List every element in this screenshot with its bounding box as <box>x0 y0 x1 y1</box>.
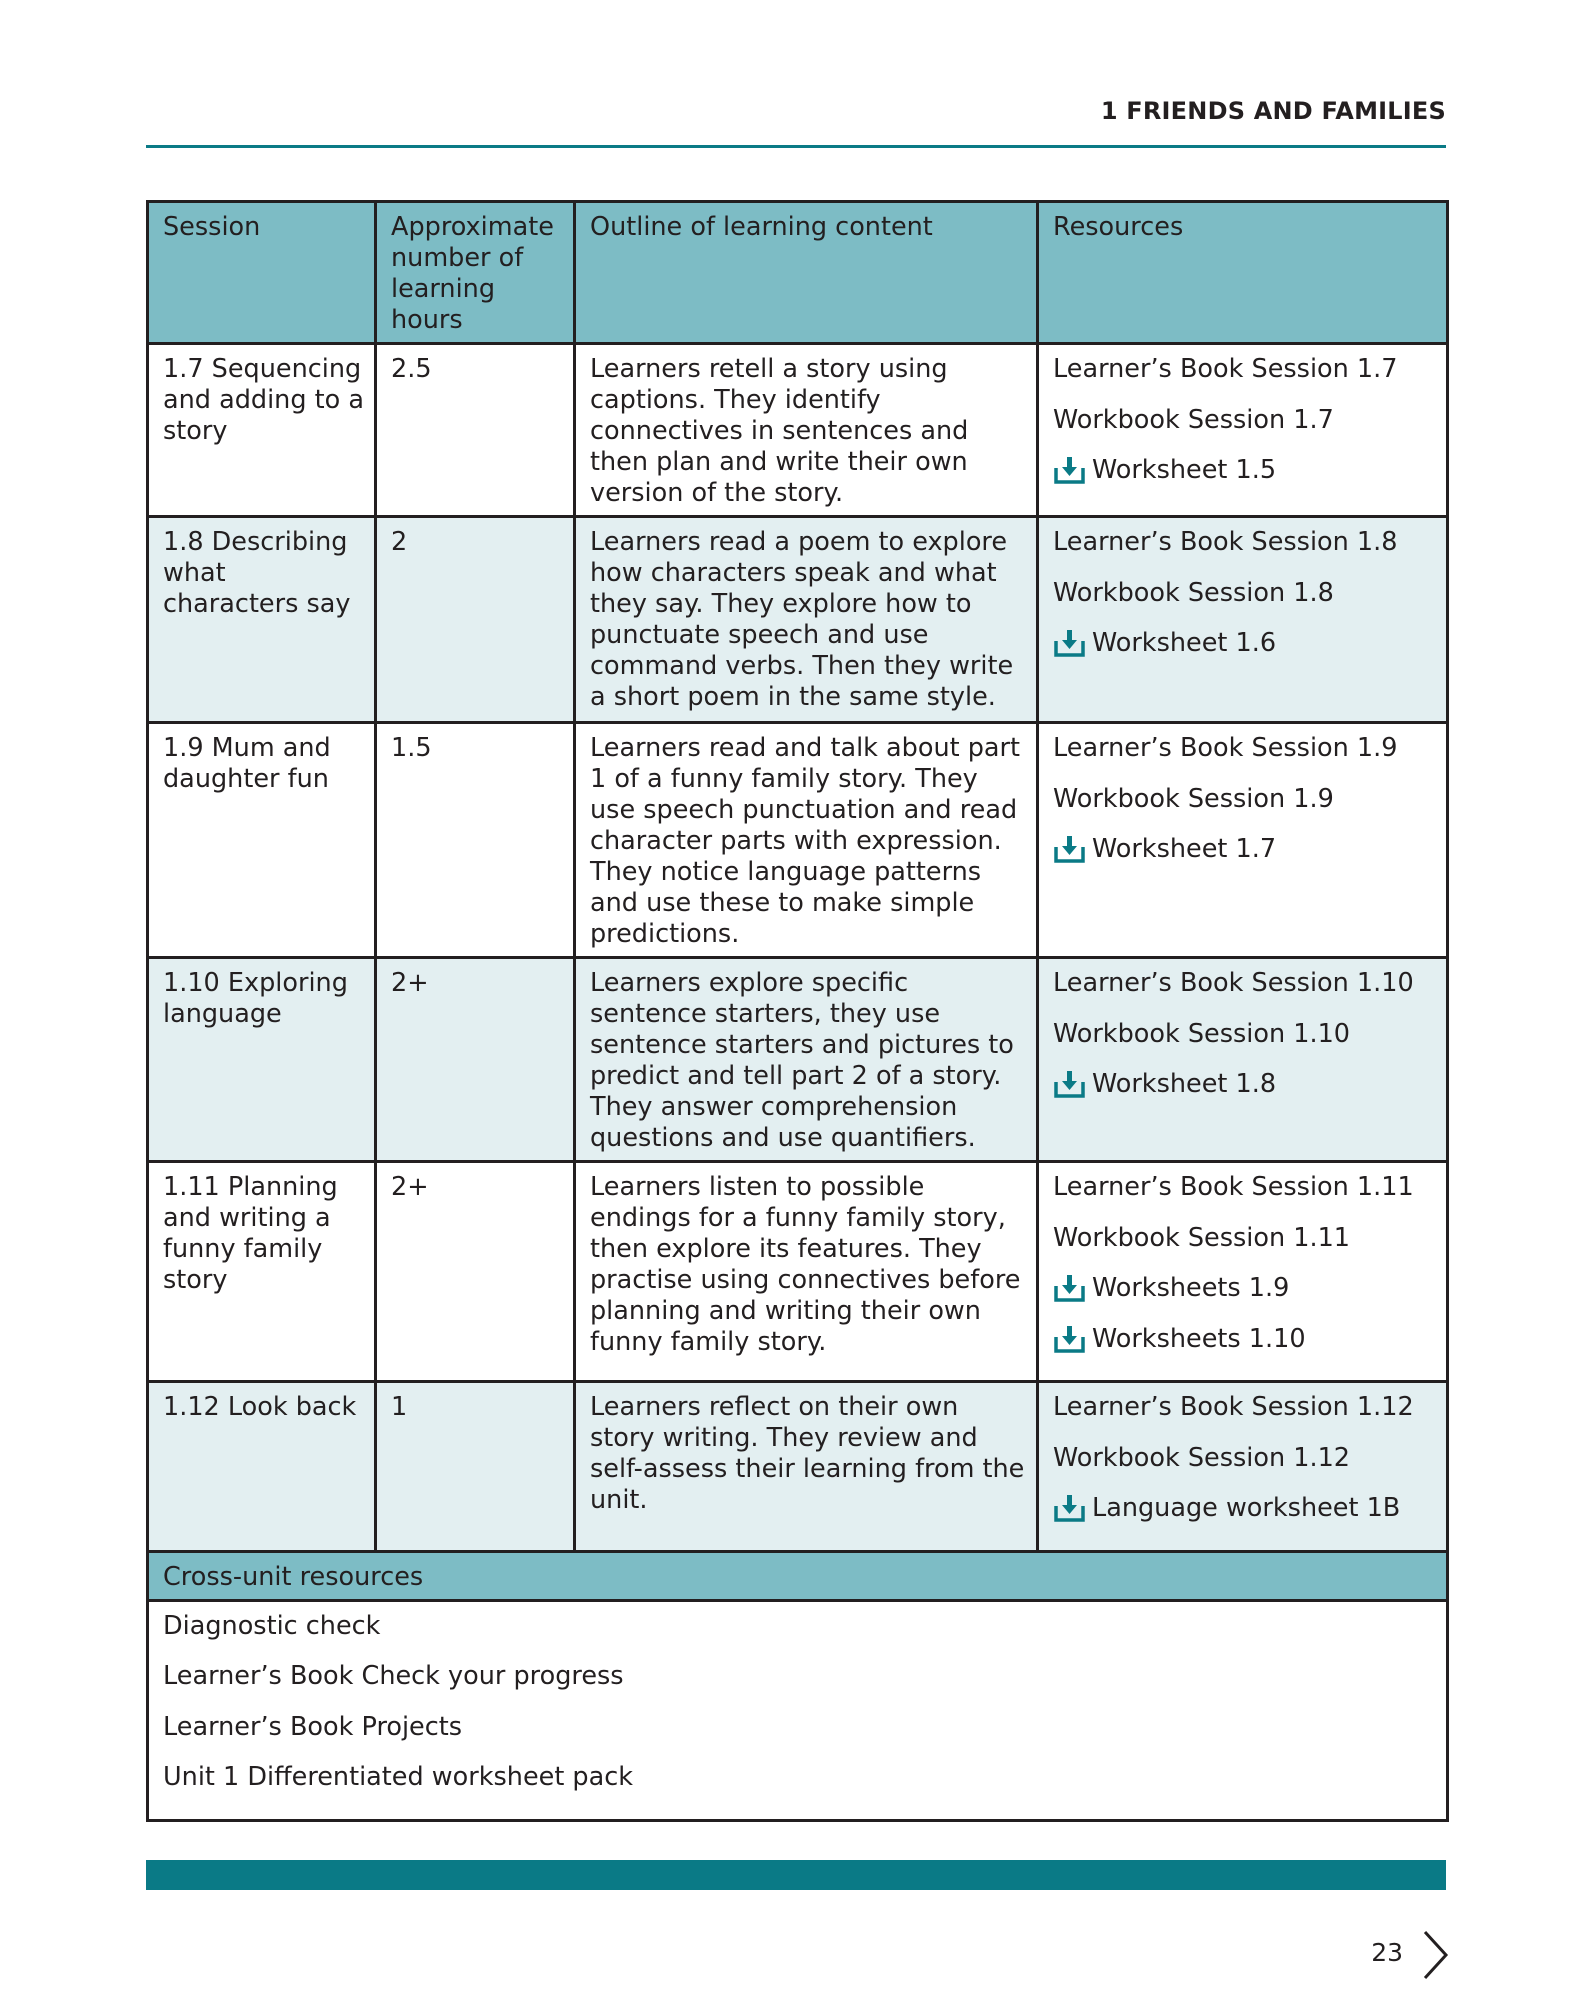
cross-unit-header-row <box>148 1551 1448 1600</box>
resource-label: Learner’s Book Session 1.10 <box>1053 968 1414 998</box>
resource-label: Workbook Session 1.9 <box>1053 783 1334 814</box>
resource-label: Worksheet 1.6 <box>1092 628 1277 658</box>
table-row <box>148 344 1448 517</box>
resource-item <box>1053 784 1436 835</box>
resource-item <box>1053 1443 1436 1494</box>
cross-unit-item: Diagnostic check <box>163 1610 381 1641</box>
resource-download-link[interactable] <box>1053 455 1436 506</box>
resources-cell <box>1038 344 1448 517</box>
hours-cell: 2+ <box>376 958 575 1162</box>
column-header-hours: Approximate number of learning hours <box>376 202 575 344</box>
hours-cell: 2+ <box>376 1162 575 1382</box>
download-icon[interactable] <box>1053 834 1086 864</box>
resource-label: Learner’s Book Session 1.7 <box>1053 354 1398 384</box>
table-row <box>148 517 1448 723</box>
page-number: 23 <box>1371 1938 1403 1967</box>
resource-download-link[interactable] <box>1053 1069 1436 1120</box>
resources-cell <box>1038 1382 1448 1552</box>
cross-unit-list-row <box>148 1600 1448 1820</box>
table-row <box>148 1382 1448 1552</box>
resource-item <box>1053 1392 1436 1443</box>
chevron-right-icon[interactable] <box>1420 1929 1450 1981</box>
session-cell: 1.8 Describing what characters say <box>148 517 376 723</box>
column-header-outline: Outline of learning content <box>575 202 1038 344</box>
resource-label: Worksheets 1.10 <box>1092 1323 1306 1354</box>
resource-item <box>1053 405 1436 456</box>
resource-download-link[interactable] <box>1053 834 1436 885</box>
resource-label: Learner’s Book Session 1.11 <box>1053 1172 1414 1202</box>
cross-unit-item: Unit 1 Differentiated worksheet pack <box>163 1762 634 1792</box>
cross-unit-item: Learner’s Book Projects <box>163 1711 463 1742</box>
resource-item <box>1053 1019 1436 1070</box>
session-cell: 1.7 Sequencing and adding to a story <box>148 344 376 517</box>
resource-download-link[interactable] <box>1053 1324 1436 1375</box>
hours-cell: 2 <box>376 517 575 723</box>
resource-label: Workbook Session 1.7 <box>1053 404 1334 435</box>
resource-item <box>1053 527 1436 578</box>
outline-cell: Learners retell a story using captions. They identify connectives in sentences and then plan and write their own version of the story. <box>575 344 1038 517</box>
resource-item <box>1053 1223 1436 1274</box>
column-header-resources: Resources <box>1038 202 1448 344</box>
resource-item <box>1053 354 1436 405</box>
cross-unit-list <box>148 1600 1448 1820</box>
outline-cell: Learners explore specific sentence starters, they use sentence starters and pictures to predict and tell part 2 of a story. They answer comprehension questions and use quantifiers. <box>575 958 1038 1162</box>
table-row <box>148 958 1448 1162</box>
table-header-row <box>148 202 1448 344</box>
resource-item <box>1053 1172 1436 1223</box>
outline-cell: Learners listen to possible endings for a funny family story, then explore its features. They practise using connectives before planning and writing their own funny family story. <box>575 1162 1038 1382</box>
resource-download-link[interactable] <box>1053 1493 1436 1544</box>
outline-cell: Learners read and talk about part 1 of a funny family story. They use speech punctuation and read character parts with expression. They notice language patterns and use these to make simple predictions. <box>575 723 1038 958</box>
table-row <box>148 723 1448 958</box>
table-row <box>148 1162 1448 1382</box>
session-cell: 1.12 Look back <box>148 1382 376 1552</box>
cross-unit-item: Learner’s Book Check your progress <box>163 1661 624 1691</box>
resource-label: Learner’s Book Session 1.12 <box>1053 1392 1414 1422</box>
table-body <box>148 344 1448 1552</box>
resource-label: Workbook Session 1.11 <box>1053 1222 1351 1253</box>
session-cell: 1.10 Exploring language <box>148 958 376 1162</box>
resource-label: Language worksheet 1B <box>1092 1493 1401 1523</box>
download-icon[interactable] <box>1053 455 1086 485</box>
cross-unit-title: Cross-unit resources <box>148 1551 1448 1600</box>
resource-label: Worksheet 1.7 <box>1092 834 1277 864</box>
resources-cell <box>1038 517 1448 723</box>
download-icon[interactable] <box>1053 1069 1086 1099</box>
resource-item <box>1053 733 1436 784</box>
resource-label: Worksheets 1.9 <box>1092 1273 1290 1303</box>
session-cell: 1.9 Mum and daughter fun <box>148 723 376 958</box>
footer-bar <box>146 1860 1446 1890</box>
resource-label: Worksheet 1.8 <box>1092 1069 1277 1099</box>
resource-label: Workbook Session 1.8 <box>1053 577 1334 608</box>
hours-cell: 2.5 <box>376 344 575 517</box>
resource-label: Workbook Session 1.12 <box>1053 1442 1351 1473</box>
resources-cell <box>1038 1162 1448 1382</box>
hours-cell: 1.5 <box>376 723 575 958</box>
column-header-session: Session <box>148 202 376 344</box>
resource-item <box>1053 968 1436 1019</box>
download-icon[interactable] <box>1053 1273 1086 1303</box>
resource-label: Learner’s Book Session 1.9 <box>1053 733 1398 763</box>
hours-cell: 1 <box>376 1382 575 1552</box>
resource-label: Workbook Session 1.10 <box>1053 1018 1351 1049</box>
header-rule <box>146 145 1446 148</box>
resource-item <box>1053 578 1436 629</box>
resource-download-link[interactable] <box>1053 1273 1436 1324</box>
session-cell: 1.11 Planning and writing a funny family story <box>148 1162 376 1382</box>
download-icon[interactable] <box>1053 1324 1086 1354</box>
resource-download-link[interactable] <box>1053 628 1436 679</box>
download-icon[interactable] <box>1053 1493 1086 1523</box>
resources-cell <box>1038 958 1448 1162</box>
outline-cell: Learners reflect on their own story writing. They review and self-assess their learning from the unit. <box>575 1382 1038 1552</box>
download-icon[interactable] <box>1053 628 1086 658</box>
outline-cell: Learners read a poem to explore how characters speak and what they say. They explore how to punctuate speech and use command verbs. Then they write a short poem in the same style. <box>575 517 1038 723</box>
resource-label: Learner’s Book Session 1.8 <box>1053 527 1398 557</box>
resource-label: Worksheet 1.5 <box>1092 455 1277 485</box>
resources-cell <box>1038 723 1448 958</box>
chapter-title: 1 FRIENDS AND FAMILIES <box>1100 97 1446 125</box>
unit-plan-table <box>146 200 1449 1822</box>
